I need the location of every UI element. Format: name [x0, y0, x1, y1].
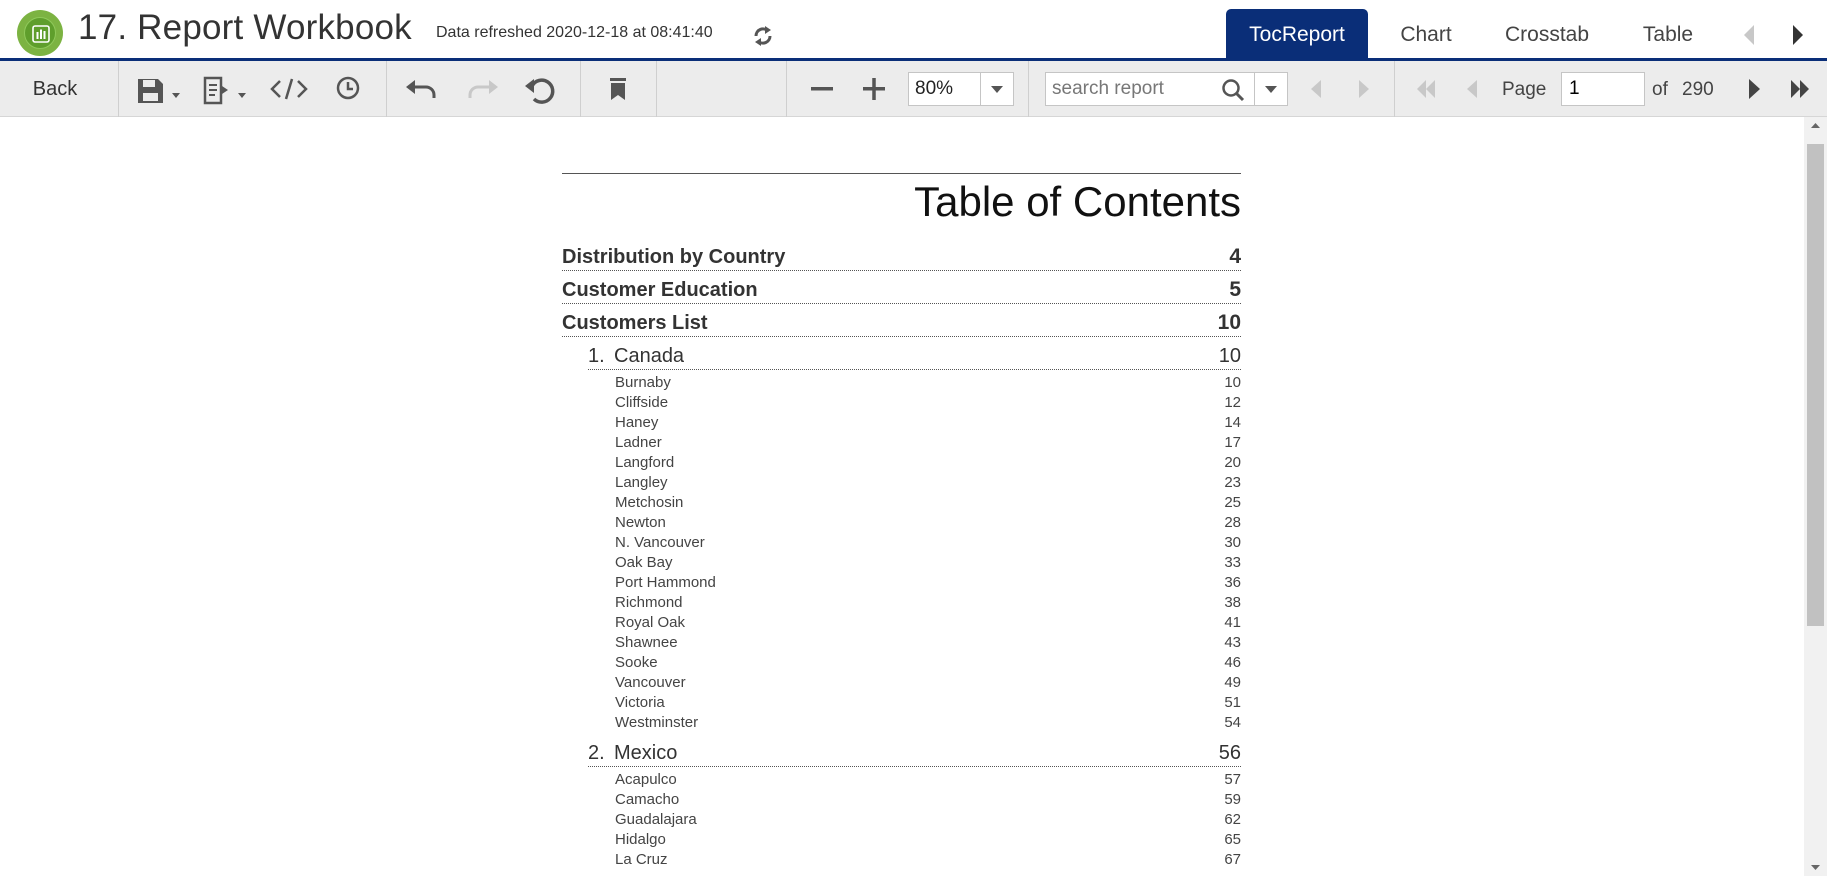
toc-city-page: 36 [1224, 573, 1241, 591]
schedule-clock-icon[interactable] [330, 71, 366, 107]
toc-city-row[interactable] [615, 492, 1241, 512]
toc-title: Table of Contents [914, 178, 1241, 225]
zoom-out-icon[interactable] [802, 71, 842, 107]
page-number-input[interactable] [1562, 73, 1644, 105]
search-field[interactable] [1045, 72, 1288, 106]
toc-city-page: 54 [1224, 713, 1241, 731]
toc-section-row[interactable] [562, 238, 1241, 271]
toc-country-page: 10 [1218, 345, 1241, 367]
toc-city-name: Metchosin [615, 493, 684, 511]
toc-country-label [588, 742, 677, 765]
toc-city-name: La Cruz [615, 850, 668, 868]
total-pages: 290 [1682, 79, 1714, 100]
toc-city-page: 17 [1224, 433, 1241, 451]
toc-city-row[interactable] [615, 712, 1241, 732]
toc-city-row[interactable] [615, 809, 1241, 829]
toc-section-label: Customers List [562, 312, 708, 334]
redo-icon[interactable] [462, 71, 502, 107]
toc-city-name: Vancouver [615, 673, 686, 691]
toc-city-page: 20 [1224, 453, 1241, 471]
toc-city-name: Shawnee [615, 633, 678, 651]
zoom-in-icon[interactable] [854, 71, 894, 107]
toc-city-page: 43 [1224, 633, 1241, 651]
toc-city-row[interactable] [615, 572, 1241, 592]
toc-city-name: Newton [615, 513, 666, 531]
toc-city-page: 46 [1224, 653, 1241, 671]
toc-city-row[interactable] [615, 532, 1241, 552]
tab-chart[interactable]: Chart [1400, 23, 1452, 46]
toc-city-name: Westminster [615, 713, 699, 731]
tab-crosstab[interactable]: Crosstab [1504, 23, 1590, 46]
bar-chart-icon [24, 17, 56, 49]
toc-city-name: Cliffside [615, 393, 669, 411]
toc-city-page: 14 [1224, 413, 1241, 431]
toc-city-page: 57 [1224, 770, 1241, 788]
toc-country-row[interactable] [588, 337, 1241, 370]
search-next-icon[interactable] [1348, 71, 1380, 107]
toolbar-divider [786, 61, 787, 117]
toc-city-row[interactable] [615, 849, 1241, 869]
toolbar-divider [386, 61, 387, 117]
back-button[interactable]: Back [32, 77, 78, 100]
refresh-status: Data refreshed 2020-12-18 at 08:41:40 [436, 24, 713, 41]
toc-city-page: 10 [1224, 373, 1241, 391]
chevron-down-icon[interactable] [1254, 73, 1287, 105]
toc-city-page: 23 [1224, 473, 1241, 491]
toc-city-row[interactable] [615, 432, 1241, 452]
toc-city-page: 67 [1224, 850, 1241, 868]
scrollbar-thumb[interactable] [1807, 144, 1824, 626]
toc-city-name: Oak Bay [615, 553, 673, 571]
toolbar-divider [656, 61, 657, 117]
toc-section-row[interactable] [562, 271, 1241, 304]
first-page-icon[interactable] [1408, 71, 1444, 107]
toc-city-row[interactable] [615, 652, 1241, 672]
toc-city-name: Acapulco [615, 770, 677, 788]
bookmark-icon[interactable] [598, 71, 638, 107]
toc-country-name: Mexico [614, 742, 678, 764]
toc-entries [562, 238, 1241, 871]
last-page-icon[interactable] [1782, 71, 1818, 107]
app-logo [17, 10, 63, 56]
toc-city-page: 33 [1224, 553, 1241, 571]
search-input[interactable] [1046, 73, 1228, 105]
toc-city-page: 59 [1224, 790, 1241, 808]
toc-section-page: 5 [1229, 278, 1241, 301]
toc-city-row[interactable] [615, 829, 1241, 849]
undo-icon[interactable] [402, 71, 442, 107]
toc-city-page: 51 [1224, 693, 1241, 711]
chevron-down-icon[interactable] [980, 73, 1013, 105]
toc-city-row[interactable] [615, 632, 1241, 652]
toc-city-page: 25 [1224, 493, 1241, 511]
toc-city-row[interactable] [615, 552, 1241, 572]
toc-section-label: Distribution by Country [562, 246, 786, 268]
toc-city-page: 49 [1224, 673, 1241, 691]
toc-city-page: 30 [1224, 533, 1241, 551]
toc-country-page: 56 [1218, 742, 1241, 764]
embed-code-icon[interactable] [268, 71, 310, 107]
toc-city-page: 38 [1224, 593, 1241, 611]
toc-city-row[interactable] [615, 472, 1241, 492]
toc-country-name: Canada [614, 345, 685, 367]
search-icon[interactable] [1220, 77, 1246, 103]
toolbar-divider [580, 61, 581, 117]
zoom-input[interactable] [909, 73, 991, 105]
tabs-scroll-left-icon[interactable] [1738, 22, 1760, 48]
toc-city-page: 62 [1224, 810, 1241, 828]
toc-city-page: 65 [1224, 830, 1241, 848]
previous-page-icon[interactable] [1456, 71, 1488, 107]
toolbar-divider [118, 61, 119, 117]
save-icon[interactable] [134, 71, 186, 107]
toc-city-name: Ladner [615, 433, 662, 451]
toc-city-row[interactable] [615, 512, 1241, 532]
vertical-scrollbar[interactable] [1804, 117, 1827, 876]
toc-city-name: Richmond [615, 593, 683, 611]
toc-city-name: Hidalgo [615, 830, 666, 848]
toc-country-row[interactable] [588, 734, 1241, 767]
toc-city-page: 12 [1224, 393, 1241, 411]
app-header [0, 0, 1827, 61]
scroll-down-icon[interactable] [1804, 860, 1827, 876]
toc-country-index: 1. [588, 345, 605, 367]
toc-city-name: Langley [615, 473, 668, 491]
report-toolbar [0, 61, 1827, 117]
toc-city-row[interactable] [615, 672, 1241, 692]
toc-section-page: 4 [1229, 245, 1241, 268]
toc-city-name: Guadalajara [615, 810, 697, 828]
tab-tocreport[interactable]: TocReport [1226, 9, 1368, 61]
toc-section-page: 10 [1217, 311, 1241, 334]
refresh-icon[interactable] [748, 22, 778, 50]
toc-city-name: Haney [615, 413, 659, 431]
toc-city-row[interactable] [615, 372, 1241, 392]
scroll-up-icon[interactable] [1804, 117, 1827, 133]
export-icon[interactable] [200, 71, 252, 107]
toc-top-rule [562, 173, 1241, 174]
toc-city-row[interactable] [615, 692, 1241, 712]
next-page-icon[interactable] [1738, 71, 1770, 107]
toc-city-name: Camacho [615, 790, 680, 808]
toc-city-name: Sooke [615, 653, 658, 671]
toc-city-name: Port Hammond [615, 573, 716, 591]
zoom-select[interactable] [908, 72, 1014, 106]
toc-country-index: 2. [588, 742, 605, 764]
toc-city-row[interactable] [615, 612, 1241, 632]
toc-city-row[interactable] [615, 452, 1241, 472]
of-label: of [1652, 79, 1668, 100]
toc-city-name: Burnaby [615, 373, 671, 391]
search-previous-icon[interactable] [1300, 71, 1332, 107]
page-label: Page [1502, 79, 1547, 100]
toc-city-row[interactable] [615, 789, 1241, 809]
toc-section-row[interactable] [562, 304, 1241, 337]
toolbar-divider [1028, 61, 1029, 117]
toc-city-name: Langford [615, 453, 675, 471]
toc-spacer [562, 869, 1241, 871]
toc-city-name: Victoria [615, 693, 665, 711]
toc-city-row[interactable] [615, 769, 1241, 789]
tab-table[interactable]: Table [1642, 23, 1694, 46]
toc-country-label [588, 345, 684, 368]
undo-all-icon[interactable] [520, 71, 560, 107]
toc-city-page: 28 [1224, 513, 1241, 531]
toc-city-name: N. Vancouver [615, 533, 705, 551]
page-number-field[interactable] [1561, 72, 1645, 106]
report-viewport [0, 117, 1804, 876]
toc-city-name: Royal Oak [615, 613, 686, 631]
toc-city-row[interactable] [615, 392, 1241, 412]
toc-city-page: 41 [1224, 613, 1241, 631]
app-title: 17. Report Workbook [78, 8, 412, 47]
toc-section-label: Customer Education [562, 279, 758, 301]
toc-city-row[interactable] [615, 412, 1241, 432]
table-of-contents [562, 173, 1241, 871]
toc-city-row[interactable] [615, 592, 1241, 612]
tabs-scroll-right-icon[interactable] [1787, 22, 1809, 48]
toolbar-divider [1394, 61, 1395, 117]
